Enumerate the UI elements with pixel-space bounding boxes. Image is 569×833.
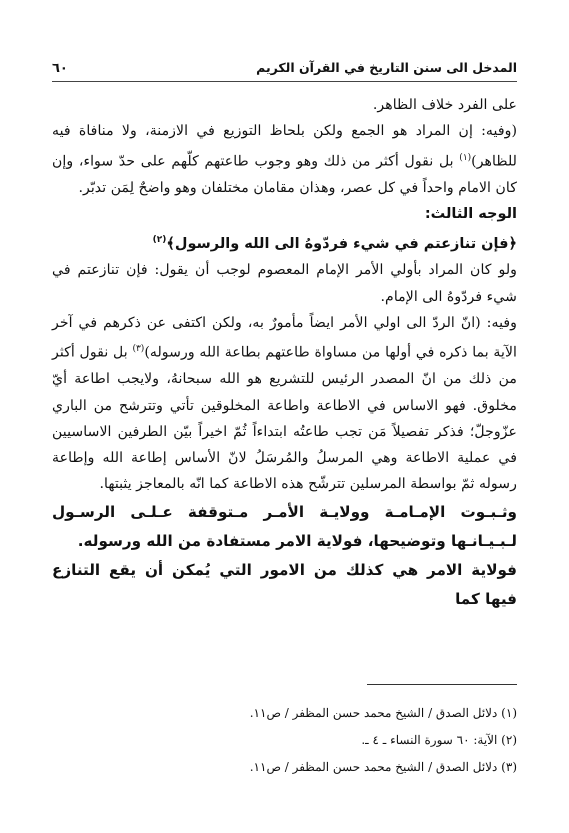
section-heading: الوجه الثالث: — [424, 205, 517, 222]
paragraph: ولو كان المراد بأولي الأمر الإمام المعصوم لوجب أن يقول: فإن تنازعتم في شيء فردّوهُ الى الإمام. — [52, 262, 517, 305]
verse-text: ﴿فإن تنازعتم في شيء فردّوهُ الى الله والرسول﴾ — [166, 236, 517, 253]
quranic-verse — [52, 227, 517, 257]
running-title: المدخل الى سنن التاريخ في القرآن الكريم — [256, 60, 517, 75]
running-header — [52, 60, 517, 82]
paragraph — [52, 310, 517, 498]
footnote: (٢) الآية: ٦٠ سورة النساء ـ ٤ ـ. — [361, 733, 517, 747]
paragraph: على الفرد خلاف الظاهر. — [372, 97, 517, 113]
footnote-ref: (٣) — [132, 344, 145, 355]
paragraph — [52, 118, 517, 201]
paragraph-text: بل نقول أكثر من ذلك وهو وجوب طاعتهم كلّهم على حدّ سواء، وإن كان الامام واحداً في كل عصر، وهذان مقامان مختلفان وهو واضحٌ لِمَن تدبّر. — [52, 153, 517, 196]
bold-paragraph: فولاية الامر هي كذلك من الامور التي يُمكن أن يقع التنازع فيها كما — [52, 560, 517, 608]
footnote: (٣) دلائل الصدق / الشيخ محمد حسن المظفر / ص١١. — [249, 760, 517, 774]
paragraph-text: وفيه: (انّ الردّ الى اولي الأمر ايضاً مأمورٌ به، ولكن اكتفى عن ذكرهم في آخر الآية بما ذكره في أولها من مساواة طاعتهم بطاعة الله ورسوله) — [52, 314, 517, 361]
paragraph-text: بل نقول أكثر من ذلك من انّ المصدر الرئيس للتشريع هو الله سبحانهُ، ولايجب اطاعة أيّ مخلوق. فهو الاساس في الاطاعة واطاعة المخلوقين تأتي وتترشح من الباري عزّوجلّ؛ فذكر تفصيلاً مَن تجب طاعتُه ابتداءاً ثُمّ اخيراً بيّن الطرفين الاساسيين في عملية الاطاعة وهي المرسلُ والمُرسَلُ لانّ الأساس إطاعة الله وإطاعة رسوله ثمّ بواسطة المرسلين تترشّح هذه الاطاعة كما انّه بالمعاجز يثبتها. — [52, 344, 517, 493]
main-text — [52, 92, 517, 614]
footnote-ref: (١) — [459, 152, 472, 163]
book-page — [52, 60, 517, 800]
footnote-divider — [367, 684, 517, 685]
bold-paragraph: وثـبـوت الإمـامـة وولايـة الأمـر مـتوقفة عـلـى الرسـول لـبـيـانـها وتوضيحها، فولاية الامر مستفادة من الله ورسوله. — [52, 502, 517, 550]
footnote: (١) دلائل الصدق / الشيخ محمد حسن المظفر / ص١١. — [249, 706, 517, 720]
footnotes — [52, 700, 517, 781]
page-number: ٦٠ — [52, 61, 68, 76]
paragraph-text: (وفيه: إن المراد هو الجمع ولكن بلحاظ التوزيع في الازمنة، ولا منافاة فيه للظاهر) — [52, 123, 517, 170]
footnote-ref: (٢) — [152, 235, 167, 246]
